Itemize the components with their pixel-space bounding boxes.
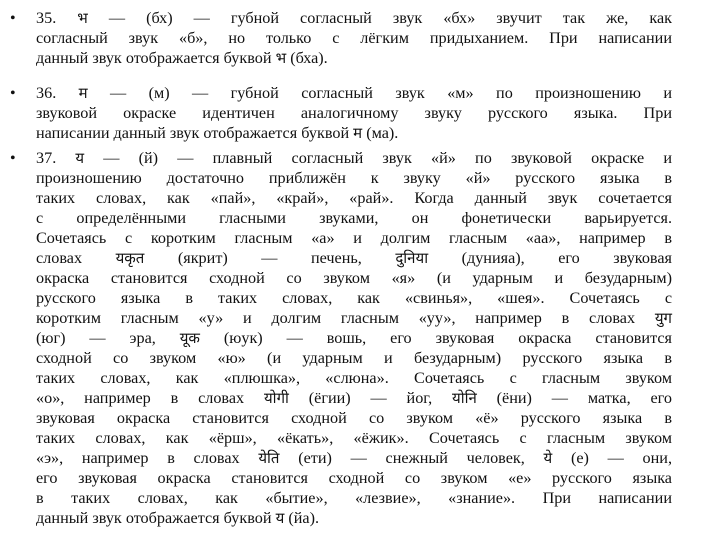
entry-line: таких словах, как «пай», «край», «рай». Когда данный звук сочетается [36,189,672,207]
entry-line: таких словах, как «плюшка», «слюна». Сочетаясь с гласным звуком [36,369,672,387]
bullet-marker: • [10,85,16,102]
entry-line: с определёнными гласными звуками, он фонетически варьируется. [36,209,672,227]
entry-line: русского языка в таких словах, как «свинья», «шея». Сочетаясь с [36,289,672,307]
entry-line: данный звук отображается буквой भ (бха). [36,49,328,67]
entry-line: (юг) — эра, यूक (юук) — вошь, его звуковая окраска становится [36,329,672,347]
entry-line: окраска становится сходной со звуком «я» (и ударным и безударным) [36,269,672,287]
entry-line: его звуковая окраска становится сходной со звуком «е» русского языка [36,469,672,487]
bullet-marker: • [10,10,16,27]
entry-line: «о», например в словах योगी (ёгии) — йог, योनि (ёни) — матка, его [36,389,672,407]
entry-line: сходной со звуком «ю» (и ударным и безударным) русского языка в [36,349,672,367]
entry-line: «э», например в словах येति (ети) — снежный человек, ये (е) — они, [36,449,673,467]
entry-line: таких словах, как «ёрш», «ёкать», «ёжик». Сочетаясь с гласным звуком [36,429,672,447]
entry-line: коротким гласным «у» и долгим гласным «уу», например в словах युग [36,309,672,327]
entry-line: звуковой окраске идентичен аналогичному звуку русского языка. При [36,104,672,122]
entry-line: согласный звук «б», но только с лёгким придыханием. При написании [36,29,672,47]
entry-line: написании данный звук отображается буквой म (ма). [36,124,399,142]
entry-line: 35. भ — (бх) — губной согласный звук «бх» звучит так же, как [36,9,673,27]
entry-line: Сочетаясь с коротким гласным «а» и долгим гласным «аа», например в [36,229,672,247]
entry-line: в таких словах, как «бытие», «лезвие», «знание». При написании [36,489,672,507]
entry-line: 36. म — (м) — губной согласный звук «м» по произношению и [36,84,672,102]
entry-line: 37. य — (й) — плавный согласный звук «й» по звуковой окраске и [36,149,673,167]
entry-line: словах यकृत (якрит) — печень, दुनिया (дунияа), его звуковая [36,249,672,267]
entry-line: данный звук отображается буквой य (йа). [36,509,320,527]
entry-line: произношению достаточно приближён к звуку «й» русского языка в [36,169,672,187]
entry-line: звуковая окраска становится сходной со звуком «ё» русского языка в [36,409,672,427]
bullet-marker: • [10,150,16,167]
